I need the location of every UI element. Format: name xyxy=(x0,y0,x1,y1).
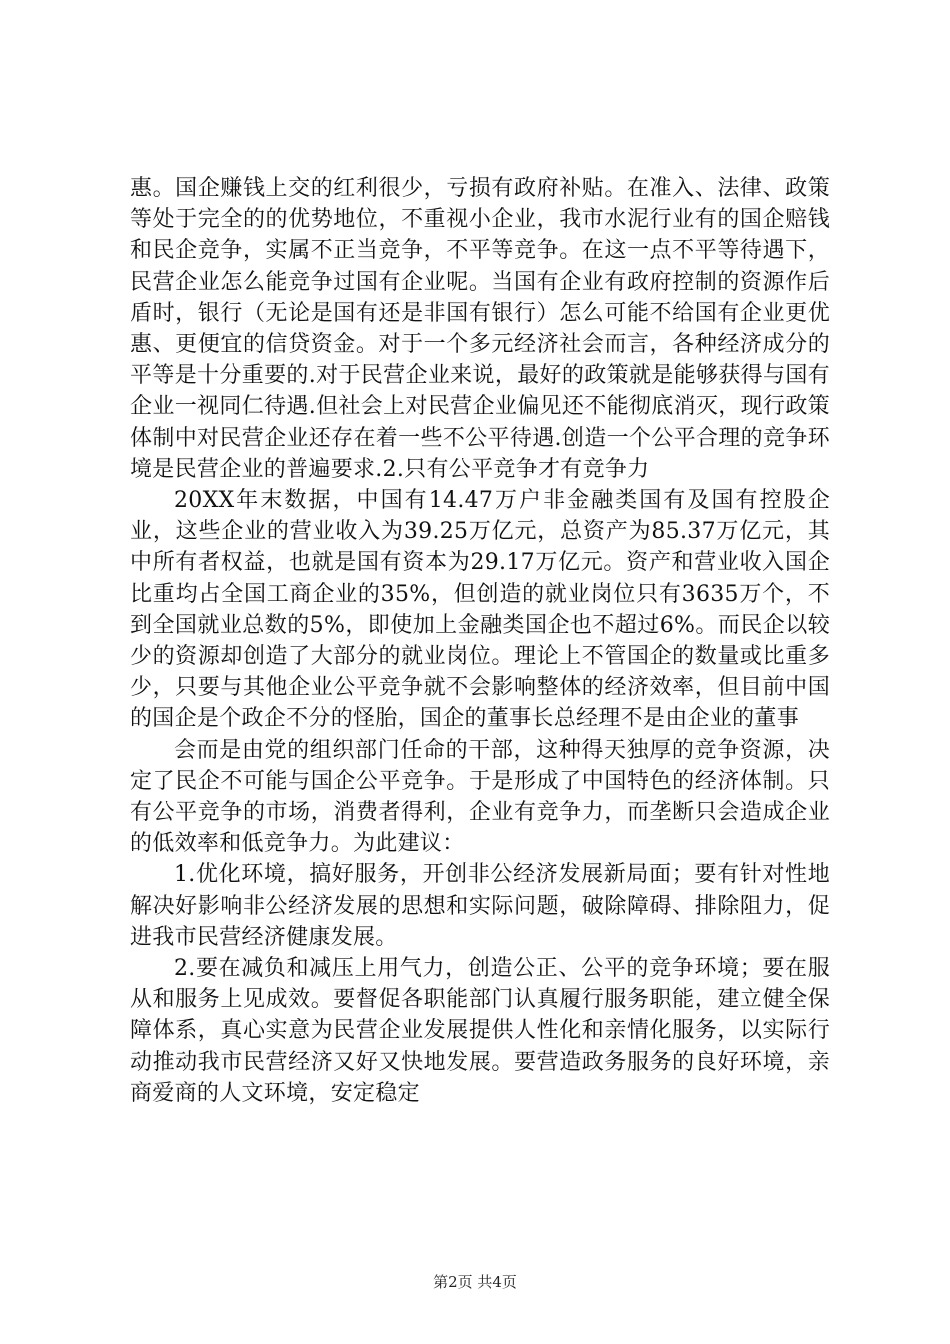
paragraph-2: 20XX年末数据，中国有14.47万户非金融类国有及国有控股企业，这些企业的营业收入为39.25万亿元，总资产为85.37万亿元，其中所有者权益，也就是国有资本为29.17万亿元。资产和营业收入国企比重均占全国工商企业的35%，但创造的就业岗位只有3635万个，不到全国就业总数的5%，即使加上金融类国企也不超过6%。而民企以较少的资源却创造了大部分的就业岗位。理论上不管国企的数量或比重多少，只要与其他企业公平竞争就不会影响整体的经济效率，但目前中国的国企是个政企不分的怪胎，国企的董事长总经理不是由企业的董事 xyxy=(130,488,830,732)
paragraph-4: 1.优化环境，搞好服务，开创非公经济发展新局面；要有针对性地解决好影响非公经济发展的思想和实际问题，破除障碍、排除阻力，促进我市民营经济健康发展。 xyxy=(130,862,830,950)
page-number-footer: 第2页 共4页 xyxy=(433,1273,517,1291)
paragraph-1: 惠。国企赚钱上交的红利很少，亏损有政府补贴。在准入、法律、政策等处于完全的的优势地位，不重视小企业，我市水泥行业有的国企赔钱和民企竞争，实属不正当竞争，不平等竞争。在这一点不平等待遇下，民营企业怎么能竞争过国有企业呢。当国有企业有政府控制的资源作后盾时，银行（无论是国有还是非国有银行）怎么可能不给国有企业更优惠、更便宜的信贷资金。对于一个多元经济社会而言，各种经济成分的平等是十分重要的.对于民营企业来说，最好的政策就是能够获得与国有企业一视同仁待遇.但社会上对民营企业偏见还不能彻底消灭，现行政策体制中对民营企业还存在着一些不公平待遇.创造一个公平合理的竞争环境是民营企业的普遍要求.2.只有公平竞争才有竞争力 xyxy=(130,176,830,482)
paragraph-5: 2.要在减负和减压上用气力，创造公正、公平的竞争环境；要在服从和服务上见成效。要督促各职能部门认真履行服务职能，建立健全保障体系，真心实意为民营企业发展提供人性化和亲情化服务，以实际行动推动我市民营经济又好又快地发展。要营造政务服务的良好环境，亲商爱商的人文环境，安定稳定 xyxy=(130,956,830,1106)
paragraph-3: 会而是由党的组织部门任命的干部，这种得天独厚的竞争资源，决定了民企不可能与国企公平竞争。于是形成了中国特色的经济体制。只有公平竞争的市场，消费者得利，企业有竞争力，而垄断只会造成企业的低效率和低竞争力。为此建议： xyxy=(130,737,830,857)
document-body xyxy=(130,173,830,1109)
